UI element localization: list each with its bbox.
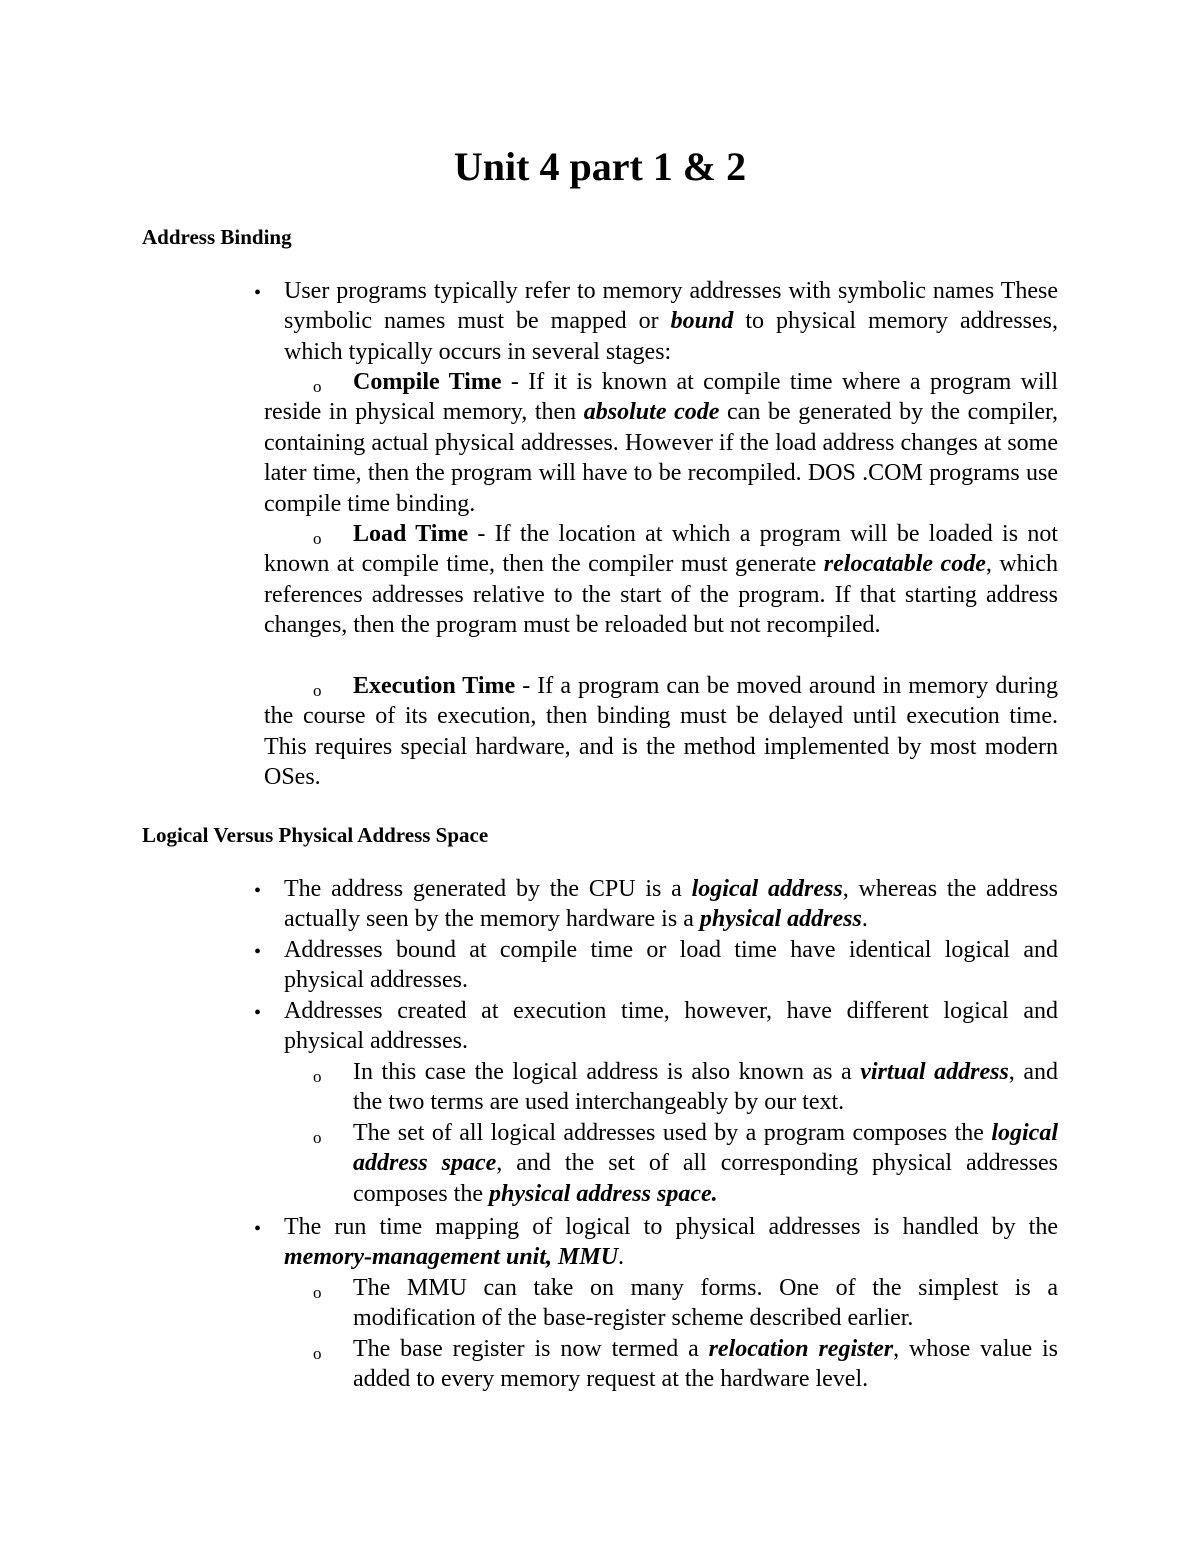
list-item-relocation-register: The base register is now termed a relocation register, whose value is added to every memory request at the hardware level. xyxy=(353,1336,1059,1393)
document-title: Unit 4 part 1 & 2 xyxy=(453,144,747,189)
sub-bullet-marker: o xyxy=(313,1067,322,1086)
bullet-marker: • xyxy=(254,941,262,963)
bullet-marker: • xyxy=(254,1218,262,1240)
list-item-load-time: Load Time - If the location at which a program will be loaded is not known at compile time, then the compiler must generate relocatable code, which references addresses relative to the start of the program. If that starting address changes, then the program must be reloaded but not recompiled. xyxy=(264,521,1059,639)
list-item-compile-time: Compile Time - If it is known at compile time where a program will reside in physical memory, then absolute code can be generated by the compiler, containing actual physical addresses. However if the load address changes at some later time, then the program will have to be recompiled. DOS .COM programs use compile time binding. xyxy=(264,369,1059,517)
list-item-compile-load-identical: Addresses bound at compile time or load time have identical logical and physical addresses. xyxy=(284,937,1058,994)
term-physical-address-space: physical address space. xyxy=(488,1180,718,1207)
list-item-mmu-forms: The MMU can take on many forms. One of the simplest is a modification of the base-register scheme described earlier. xyxy=(353,1275,1058,1332)
sub-bullet-marker: o xyxy=(313,1128,322,1147)
list-item-cpu-address: The address generated by the CPU is a logical address, whereas the address actually seen by the memory hardware is a physical address. xyxy=(284,876,1058,933)
bullet-marker: • xyxy=(254,880,262,902)
term-compile-time: Compile Time xyxy=(353,369,502,395)
sub-bullet-marker: o xyxy=(313,377,322,396)
term-load-time: Load Time xyxy=(353,521,469,547)
term-absolute-code: absolute code xyxy=(583,399,720,426)
list-item-user-programs: User programs typically refer to memory addresses with symbolic names These symbolic names must be mapped or bound to physical memory addresses, which typically occurs in several stages: xyxy=(284,278,1058,365)
section-heading-address-binding: Address Binding xyxy=(142,225,292,249)
term-virtual-address: virtual address xyxy=(860,1059,1009,1085)
list-item-virtual-address: In this case the logical address is also known as a virtual address, and the two terms are used interchangeably by our text. xyxy=(353,1059,1058,1116)
term-logical-address: logical address xyxy=(691,876,843,902)
bullet-marker: • xyxy=(254,1002,262,1024)
term-physical-address: physical address xyxy=(699,906,862,933)
term-mmu: memory-management unit, MMU xyxy=(284,1244,619,1271)
list-item-mmu: The run time mapping of logical to physical addresses is handled by the memory-management unit, MMU. xyxy=(284,1214,1058,1271)
list-item-address-spaces: The set of all logical addresses used by a program composes the logical address space, and the set of all corresponding physical addresses composes the physical address space. xyxy=(353,1120,1058,1207)
sub-bullet-marker: o xyxy=(313,681,322,700)
term-execution-time: Execution Time xyxy=(353,673,516,699)
sub-bullet-marker: o xyxy=(313,1283,322,1302)
section-heading-logical-vs-physical: Logical Versus Physical Address Space xyxy=(142,823,489,847)
term-relocatable-code: relocatable code xyxy=(823,551,986,578)
bullet-marker: • xyxy=(254,282,262,304)
term-logical-address-space: logical address space xyxy=(353,1120,1058,1177)
list-item-execution-time: Execution Time - If a program can be moved around in memory during the course of its execution, then binding must be delayed until execution time. This requires special hardware, and is the method implemented by most modern OSes. xyxy=(264,673,1058,791)
list-item-execution-different: Addresses created at execution time, however, have different logical and physical addresses. xyxy=(284,998,1058,1055)
term-bound: bound xyxy=(670,308,734,335)
term-relocation-register: relocation register xyxy=(708,1336,894,1362)
sub-bullet-marker: o xyxy=(313,529,322,548)
sub-bullet-marker: o xyxy=(313,1344,322,1363)
